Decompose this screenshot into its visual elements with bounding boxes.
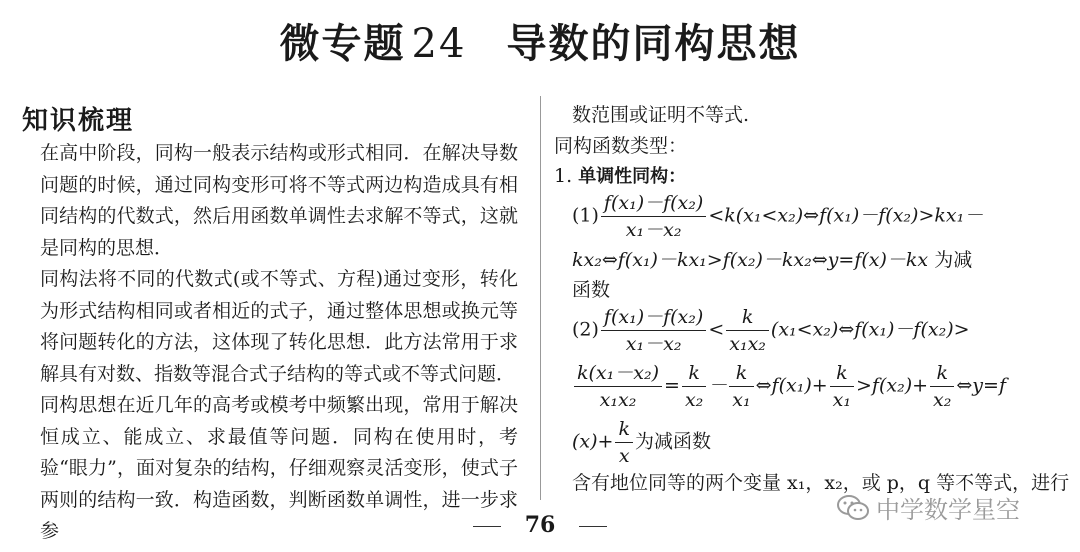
page-title — [0, 12, 1080, 69]
right-line-2: 同构函数类型： — [554, 135, 688, 157]
formula-2b-frac-k2 — [729, 362, 753, 411]
formula-1-row-2 — [572, 245, 972, 272]
heading-number: 1. — [554, 165, 573, 187]
formula-2-lt: < — [708, 318, 725, 341]
formula-2b-end: ⇔y=f — [956, 374, 1006, 397]
formula-1-word: 为减 — [934, 249, 973, 271]
paragraph-1: 在高中阶段，同构一般表示结构或形式相同．在解决导数问题的时候，通过同构变形可将不等式两边构造成具有相同结构的代数式，然后用函数单调性去求解不等式，这就是同构的思想． — [40, 142, 518, 259]
formula-2b-x2: x₂ — [684, 389, 704, 411]
right-line-1: 数范围或证明不等式. — [572, 104, 750, 126]
heading-label: 单调性同构： — [578, 166, 687, 187]
formula-2b-k1: k — [682, 362, 706, 387]
formula-2b-eq: = — [664, 374, 680, 397]
formula-1-fraction — [601, 192, 706, 241]
formula-2b-frac — [574, 362, 662, 411]
footer-dash-left — [473, 526, 501, 527]
formula-2-row-2 — [572, 362, 1006, 411]
formula-2b-frac-k3 — [830, 362, 854, 411]
formula-2b-k2: k — [729, 362, 753, 387]
formula-1-label: (1) — [572, 204, 599, 227]
watermark — [836, 490, 1020, 528]
paragraph-2: 同构法将不同的代数式(或不等式、方程)通过变形，转化为形式结构相同或者相近的式子，通过整体思想或换元等将问题转化的方法，这体现了转化思想．此方法常用于求解具有对数、指数等混合式子结构的等式或不等式问题． — [40, 268, 518, 385]
formula-2b-mid: ⇔f(x₁)+ — [755, 374, 828, 397]
formula-1-denominator: x₁－x₂ — [625, 219, 682, 241]
formula-2b-mid2: >f(x₂)+ — [856, 374, 929, 397]
formula-2-k: k — [726, 306, 769, 331]
formula-2-denominator: x₁－x₂ — [625, 333, 682, 355]
formula-2c-k: k — [615, 418, 633, 443]
formula-2b-x1b: x₁ — [832, 389, 852, 411]
formula-2c-x: x — [618, 445, 630, 467]
paragraph-3: 同构思想在近几年的高考或模考中频繁出现，常用于解决恒成立、能成立、求最值等问题．同构在使用时，考验“眼力”，面对复杂的结构，仔细观察灵活变形，使式子两则的结构一致．构造函数，判断函数单调性，进一步求参 — [40, 394, 518, 542]
title-prefix: 微专题 — [279, 21, 406, 67]
formula-2b-frac-k4 — [930, 362, 954, 411]
title-number: 24 — [411, 21, 467, 67]
monotonic-heading — [554, 162, 686, 188]
formula-2-row-1 — [572, 306, 970, 355]
left-column — [40, 138, 518, 548]
column-divider — [540, 96, 541, 500]
formula-2-kfrac — [726, 306, 769, 355]
formula-1-numerator: f(x₁)－f(x₂) — [601, 192, 706, 217]
formula-2b-k3: k — [830, 362, 854, 387]
formula-2b-x1: x₁ — [732, 389, 751, 411]
formula-2b-k4: k — [930, 362, 954, 387]
formula-2b-x2b: x₂ — [933, 389, 952, 411]
formula-2b-num: k(x₁－x₂) — [574, 362, 662, 387]
formula-1-rest: <k(x₁<x₂)⇔f(x₁)－f(x₂)>kx₁－ — [708, 204, 984, 227]
formula-1-row-1 — [572, 192, 983, 241]
formula-1-cont: kx₂⇔f(x₁)－kx₁>f(x₂)－kx₂⇔y=f(x)－kx — [572, 249, 929, 271]
formula-2c-start: (x)+ — [572, 430, 614, 453]
title-text: 导数的同构思想 — [506, 21, 801, 67]
formula-2b-minus: － — [708, 374, 728, 397]
formula-2-numerator: f(x₁)－f(x₂) — [601, 306, 706, 331]
formula-2-kden: x₁x₂ — [729, 333, 766, 355]
section-heading: 知识梳理 — [22, 106, 135, 136]
formula-2b-den: x₁x₂ — [599, 389, 637, 411]
wechat-logo-icon — [836, 494, 870, 528]
formula-2-row-3 — [572, 418, 711, 467]
formula-2b-frac-k1 — [682, 362, 706, 411]
watermark-text: 中学数学星空 — [876, 496, 1020, 524]
formula-1-row-3: 函数 — [572, 279, 611, 301]
formula-2c-end: 为减函数 — [634, 430, 711, 453]
right-last-line: 含有地位同等的两个变量 x₁，x₂，或 p，q 等不等式，进行 — [572, 472, 1070, 494]
formula-2-fraction — [601, 306, 706, 355]
footer-dash-right — [579, 526, 607, 527]
formula-2c-frac — [615, 418, 633, 467]
page-number: 76 — [524, 512, 556, 538]
formula-2-label: (2) — [572, 318, 599, 341]
formula-2-rest: (x₁<x₂)⇔f(x₁)－f(x₂)> — [770, 318, 970, 341]
